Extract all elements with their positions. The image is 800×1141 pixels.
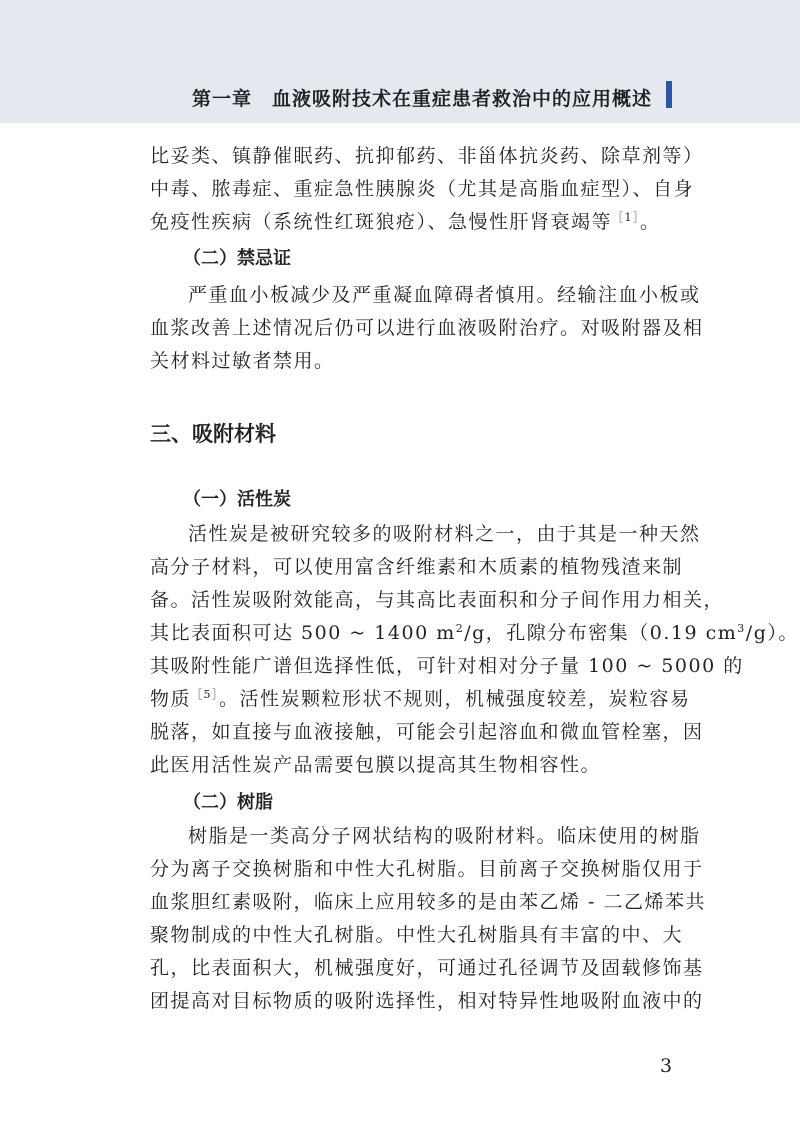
paragraph-line [150,206,680,239]
header-accent-bar [666,81,672,108]
paragraph-line: 中毒、脓毒症、重症急性胰腺炎（尤其是高脂血症型）、自身 [150,178,695,200]
paragraph-line [150,617,799,650]
citation-ref: ［5］ [191,688,220,701]
paragraph-line: 分为离子交换树脂和中性大孔树脂。目前离子交换树脂仅用于 [150,858,704,880]
paragraph-line: 高分子材料，可以使用富含纤维素和木质素的植物残渣来制 [150,556,684,578]
paragraph-line: 血浆改善上述情况后仍可以进行血液吸附治疗。对吸附器及相 [150,317,704,339]
citation-ref: ［1］ [612,211,641,224]
subheading-resin: （二）树脂 [183,792,273,813]
subheading-activated-carbon: （一）活性炭 [183,489,291,510]
line-text: /g，孔隙分布密集（0.19 cm [464,622,738,644]
paragraph-line: 活性炭是被研究较多的吸附材料之一，由于其是一种天然 [188,523,701,545]
paragraph-line: 其吸附性能广谱但选择性低，可针对相对分子量 100 ~ 5000 的 [150,655,744,677]
subheading-contraindications: （二）禁忌证 [183,248,291,269]
page-number: 3 [660,1055,673,1077]
line-text: 免疫性疾病（系统性红斑狼疮）、急慢性肝肾衰竭等 [150,211,613,233]
line-text: 物质 [150,688,192,710]
line-text: 。 [640,211,661,233]
paragraph-line [150,683,691,716]
paragraph-line: 脱落，如直接与血液接触，可能会引起溶血和微血管栓塞，因 [150,721,704,743]
paragraph-line: 备。活性炭吸附效能高，与其高比表面积和分子间作用力相关， [150,589,725,611]
superscript: 3 [737,622,746,635]
chapter-title: 第一章 血液吸附技术在重症患者救治中的应用概述 [191,88,652,110]
paragraph-line: 团提高对目标物质的吸附选择性，相对特异性地吸附血液中的 [150,990,704,1012]
section-heading: 三、吸附材料 [150,422,276,446]
paragraph-line: 孔，比表面积大，机械强度好，可通过孔径调节及固载修饰基 [150,957,704,979]
paragraph-line: 严重血小板减少及严重凝血障碍者慎用。经输注血小板或 [188,284,701,306]
paragraph-line: 关材料过敏者禁用。 [150,350,335,372]
paragraph-line: 聚物制成的中性大孔树脂。中性大孔树脂具有丰富的中、大 [150,924,684,946]
superscript: 2 [455,622,465,635]
paragraph-line: 此医用活性炭产品需要包膜以提高其生物相容性。 [150,754,602,776]
paragraph-line: 血浆胆红素吸附，临床上应用较多的是由苯乙烯 - 二乙烯苯共 [150,891,707,913]
line-text: /g）。 [745,622,799,644]
line-text: 其比表面积可达 500 ~ 1400 m [150,622,456,644]
paragraph-line: 比妥类、镇静催眠药、抗抑郁药、非甾体抗炎药、除草剂等） [150,145,704,167]
paragraph-line: 树脂是一类高分子网状结构的吸附材料。临床使用的树脂 [188,825,701,847]
line-text: 。活性炭颗粒形状不规则，机械强度较差，炭粒容易 [219,688,691,710]
